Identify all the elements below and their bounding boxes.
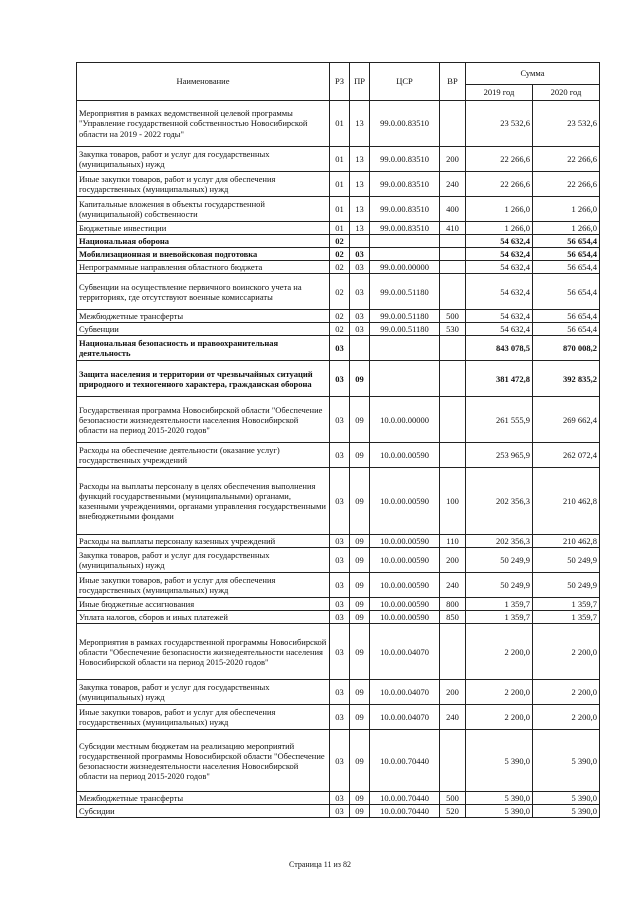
row-name: Национальная безопасность и правоохранительная деятельность	[77, 336, 330, 361]
row-sum-2019: 202 356,3	[466, 468, 533, 535]
row-name: Субвенции	[77, 323, 330, 336]
row-csr: 99.0.00.83510	[370, 197, 440, 222]
row-vr	[440, 261, 466, 274]
row-csr: 99.0.00.51180	[370, 274, 440, 310]
row-csr: 99.0.00.51180	[370, 310, 440, 323]
row-csr: 99.0.00.83510	[370, 172, 440, 197]
table-row	[77, 548, 600, 573]
row-pr: 09	[350, 730, 370, 792]
table-row	[77, 361, 600, 397]
table-row	[77, 598, 600, 611]
row-name: Мобилизационная и вневойсковая подготовка	[77, 248, 330, 261]
row-sum-2020: 5 390,0	[533, 805, 600, 818]
row-pr: 09	[350, 611, 370, 624]
table-row	[77, 535, 600, 548]
row-sum-2019: 202 356,3	[466, 535, 533, 548]
row-sum-2019: 54 632,4	[466, 248, 533, 261]
table-row	[77, 336, 600, 361]
row-sum-2019: 54 632,4	[466, 235, 533, 248]
table-row	[77, 397, 600, 443]
row-vr: 500	[440, 792, 466, 805]
row-sum-2020: 2 200,0	[533, 624, 600, 680]
row-csr: 10.0.00.00590	[370, 611, 440, 624]
row-pr: 09	[350, 805, 370, 818]
row-sum-2019: 23 532,6	[466, 101, 533, 147]
row-rz: 02	[330, 274, 350, 310]
row-vr	[440, 361, 466, 397]
row-sum-2020: 870 008,2	[533, 336, 600, 361]
budget-table	[76, 62, 600, 818]
row-vr: 240	[440, 172, 466, 197]
row-rz: 03	[330, 336, 350, 361]
row-pr: 13	[350, 172, 370, 197]
row-sum-2019: 54 632,4	[466, 310, 533, 323]
row-sum-2019: 1 359,7	[466, 611, 533, 624]
table-row	[77, 101, 600, 147]
row-sum-2019: 54 632,4	[466, 274, 533, 310]
table-row	[77, 274, 600, 310]
row-rz: 01	[330, 101, 350, 147]
row-sum-2019: 253 965,9	[466, 443, 533, 468]
row-rz: 03	[330, 680, 350, 705]
row-name: Межбюджетные трансферты	[77, 792, 330, 805]
row-sum-2020: 56 654,4	[533, 248, 600, 261]
row-sum-2020: 23 532,6	[533, 101, 600, 147]
row-sum-2019: 22 266,6	[466, 172, 533, 197]
row-rz: 03	[330, 573, 350, 598]
row-sum-2020: 56 654,4	[533, 235, 600, 248]
row-sum-2020: 22 266,6	[533, 172, 600, 197]
row-sum-2020: 392 835,2	[533, 361, 600, 397]
row-name: Иные закупки товаров, работ и услуг для обеспечения государственных (муниципальных) нужд	[77, 172, 330, 197]
row-rz: 03	[330, 805, 350, 818]
row-sum-2019: 843 078,5	[466, 336, 533, 361]
row-sum-2020: 56 654,4	[533, 261, 600, 274]
row-name: Расходы на выплаты персоналу в целях обеспечения выполнения функций государственными (муниципальными) органами, казенными учреждениями, органами управления государственными внебюджетными фондами	[77, 468, 330, 535]
row-name: Расходы на выплаты персоналу казенных учреждений	[77, 535, 330, 548]
row-pr: 09	[350, 361, 370, 397]
row-sum-2020: 56 654,4	[533, 310, 600, 323]
table-row	[77, 235, 600, 248]
row-sum-2020: 1 359,7	[533, 598, 600, 611]
row-sum-2020: 1 359,7	[533, 611, 600, 624]
row-csr: 99.0.00.83510	[370, 101, 440, 147]
row-pr: 09	[350, 598, 370, 611]
row-vr	[440, 248, 466, 261]
row-name: Непрограммные направления областного бюджета	[77, 261, 330, 274]
row-pr: 09	[350, 705, 370, 730]
row-name: Защита населения и территории от чрезвычайных ситуаций природного и техногенного характера, гражданская оборона	[77, 361, 330, 397]
row-sum-2019: 5 390,0	[466, 805, 533, 818]
row-sum-2019: 5 390,0	[466, 730, 533, 792]
row-csr: 99.0.00.83510	[370, 222, 440, 235]
row-rz: 03	[330, 535, 350, 548]
row-csr: 10.0.00.04070	[370, 680, 440, 705]
row-name: Закупка товаров, работ и услуг для государственных (муниципальных) нужд	[77, 147, 330, 172]
row-sum-2020: 22 266,6	[533, 147, 600, 172]
row-pr: 13	[350, 147, 370, 172]
row-rz: 01	[330, 147, 350, 172]
row-csr: 10.0.00.00000	[370, 397, 440, 443]
row-sum-2020: 56 654,4	[533, 274, 600, 310]
row-csr: 99.0.00.00000	[370, 261, 440, 274]
row-pr: 03	[350, 248, 370, 261]
row-name: Иные закупки товаров, работ и услуг для обеспечения государственных (муниципальных) нужд	[77, 573, 330, 598]
header-2020: 2020 год	[533, 85, 600, 101]
row-sum-2019: 2 200,0	[466, 705, 533, 730]
row-rz: 02	[330, 323, 350, 336]
row-sum-2019: 1 359,7	[466, 598, 533, 611]
row-sum-2020: 5 390,0	[533, 792, 600, 805]
row-pr: 09	[350, 468, 370, 535]
row-rz: 03	[330, 598, 350, 611]
row-rz: 02	[330, 248, 350, 261]
row-sum-2020: 50 249,9	[533, 548, 600, 573]
row-sum-2019: 381 472,8	[466, 361, 533, 397]
row-sum-2020: 210 462,8	[533, 468, 600, 535]
row-pr: 03	[350, 274, 370, 310]
row-name: Закупка товаров, работ и услуг для государственных (муниципальных) нужд	[77, 548, 330, 573]
row-name: Субсидии	[77, 805, 330, 818]
row-rz: 01	[330, 172, 350, 197]
row-rz: 03	[330, 624, 350, 680]
row-name: Расходы на обеспечение деятельности (оказание услуг) государственных учреждений	[77, 443, 330, 468]
table-body	[77, 101, 600, 818]
row-csr: 10.0.00.00590	[370, 535, 440, 548]
row-pr: 09	[350, 624, 370, 680]
row-vr: 530	[440, 323, 466, 336]
header-rz: РЗ	[330, 63, 350, 101]
table-row	[77, 573, 600, 598]
row-vr	[440, 624, 466, 680]
row-vr	[440, 235, 466, 248]
row-vr: 240	[440, 705, 466, 730]
table-row	[77, 323, 600, 336]
row-pr: 13	[350, 101, 370, 147]
table-row	[77, 172, 600, 197]
row-name: Субвенции на осуществление первичного воинского учета на территориях, где отсутствуют военные комиссариаты	[77, 274, 330, 310]
table-row	[77, 805, 600, 818]
row-vr	[440, 101, 466, 147]
page-number: Страница 11 из 82	[289, 860, 351, 869]
row-pr: 09	[350, 680, 370, 705]
row-csr: 99.0.00.51180	[370, 323, 440, 336]
row-sum-2020: 2 200,0	[533, 680, 600, 705]
row-rz: 03	[330, 397, 350, 443]
row-pr: 09	[350, 443, 370, 468]
row-sum-2020: 269 662,4	[533, 397, 600, 443]
row-rz: 02	[330, 235, 350, 248]
row-csr: 10.0.00.00590	[370, 468, 440, 535]
row-vr: 400	[440, 197, 466, 222]
row-csr: 10.0.00.00590	[370, 573, 440, 598]
row-rz: 02	[330, 310, 350, 323]
row-rz: 03	[330, 792, 350, 805]
row-name: Уплата налогов, сборов и иных платежей	[77, 611, 330, 624]
row-pr	[350, 235, 370, 248]
row-vr	[440, 443, 466, 468]
row-rz: 03	[330, 361, 350, 397]
table-row	[77, 705, 600, 730]
row-vr: 240	[440, 573, 466, 598]
row-csr: 10.0.00.00590	[370, 443, 440, 468]
table-row	[77, 443, 600, 468]
row-sum-2020: 50 249,9	[533, 573, 600, 598]
row-rz: 01	[330, 197, 350, 222]
row-sum-2019: 1 266,0	[466, 197, 533, 222]
row-name: Бюджетные инвестиции	[77, 222, 330, 235]
table-row	[77, 222, 600, 235]
row-vr	[440, 336, 466, 361]
row-rz: 01	[330, 222, 350, 235]
header-csr: ЦСР	[370, 63, 440, 101]
row-pr: 03	[350, 261, 370, 274]
row-rz: 02	[330, 261, 350, 274]
row-vr: 200	[440, 680, 466, 705]
table-header	[77, 63, 600, 101]
row-csr	[370, 235, 440, 248]
table-row	[77, 147, 600, 172]
row-vr	[440, 274, 466, 310]
row-pr: 13	[350, 222, 370, 235]
row-sum-2020: 5 390,0	[533, 730, 600, 792]
row-vr	[440, 397, 466, 443]
table-row	[77, 248, 600, 261]
row-name: Иные бюджетные ассигнования	[77, 598, 330, 611]
row-pr: 03	[350, 323, 370, 336]
row-vr: 850	[440, 611, 466, 624]
row-rz: 03	[330, 730, 350, 792]
row-rz: 03	[330, 548, 350, 573]
row-csr	[370, 361, 440, 397]
row-sum-2020: 2 200,0	[533, 705, 600, 730]
row-rz: 03	[330, 705, 350, 730]
row-pr: 09	[350, 397, 370, 443]
row-csr: 10.0.00.00590	[370, 598, 440, 611]
row-vr	[440, 730, 466, 792]
row-pr: 09	[350, 792, 370, 805]
row-vr: 200	[440, 548, 466, 573]
row-csr: 10.0.00.04070	[370, 624, 440, 680]
row-sum-2019: 2 200,0	[466, 624, 533, 680]
row-name: Закупка товаров, работ и услуг для государственных (муниципальных) нужд	[77, 680, 330, 705]
row-rz: 03	[330, 611, 350, 624]
row-pr: 03	[350, 310, 370, 323]
row-sum-2020: 262 072,4	[533, 443, 600, 468]
header-2019: 2019 год	[466, 85, 533, 101]
header-vr: ВР	[440, 63, 466, 101]
row-vr: 410	[440, 222, 466, 235]
row-csr: 10.0.00.04070	[370, 705, 440, 730]
row-sum-2019: 2 200,0	[466, 680, 533, 705]
row-rz: 03	[330, 443, 350, 468]
header-sum: Сумма	[466, 63, 600, 85]
row-csr: 10.0.00.00590	[370, 548, 440, 573]
row-pr	[350, 336, 370, 361]
row-sum-2019: 22 266,6	[466, 147, 533, 172]
row-pr: 09	[350, 548, 370, 573]
row-sum-2020: 1 266,0	[533, 197, 600, 222]
table-row	[77, 730, 600, 792]
row-sum-2020: 56 654,4	[533, 323, 600, 336]
table-row	[77, 468, 600, 535]
row-name: Субсидии местным бюджетам на реализацию мероприятий государственной программы Новосибирской области "Обеспечение безопасности жизнедеятельности населения Новосибирской области на период 2015-2020 годов"	[77, 730, 330, 792]
row-name: Национальная оборона	[77, 235, 330, 248]
row-sum-2020: 1 266,0	[533, 222, 600, 235]
row-vr: 200	[440, 147, 466, 172]
row-csr: 10.0.00.70440	[370, 730, 440, 792]
row-sum-2019: 50 249,9	[466, 548, 533, 573]
row-sum-2019: 1 266,0	[466, 222, 533, 235]
row-csr: 99.0.00.83510	[370, 147, 440, 172]
row-csr	[370, 336, 440, 361]
table-row	[77, 624, 600, 680]
row-csr	[370, 248, 440, 261]
row-sum-2019: 54 632,4	[466, 261, 533, 274]
header-name: Наименование	[77, 63, 330, 101]
row-name: Мероприятия в рамках государственной программы Новосибирской области "Обеспечение безопасности жизнедеятельности населения Новосибирской области на период 2015-2020 годов"	[77, 624, 330, 680]
row-sum-2019: 54 632,4	[466, 323, 533, 336]
row-pr: 13	[350, 197, 370, 222]
row-vr: 110	[440, 535, 466, 548]
header-pr: ПР	[350, 63, 370, 101]
row-sum-2020: 210 462,8	[533, 535, 600, 548]
row-sum-2019: 5 390,0	[466, 792, 533, 805]
table-row	[77, 611, 600, 624]
row-csr: 10.0.00.70440	[370, 805, 440, 818]
row-name: Мероприятия в рамках ведомственной целевой программы "Управление государственной собственностью Новосибирской области на 2019 - 2022 годы"	[77, 101, 330, 147]
row-pr: 09	[350, 573, 370, 598]
row-sum-2019: 261 555,9	[466, 397, 533, 443]
row-pr: 09	[350, 535, 370, 548]
row-name: Межбюджетные трансферты	[77, 310, 330, 323]
row-sum-2019: 50 249,9	[466, 573, 533, 598]
row-vr: 100	[440, 468, 466, 535]
row-rz: 03	[330, 468, 350, 535]
row-csr: 10.0.00.70440	[370, 792, 440, 805]
row-name: Капитальные вложения в объекты государственной (муниципальной) собственности	[77, 197, 330, 222]
row-vr: 520	[440, 805, 466, 818]
table-row	[77, 680, 600, 705]
table-row	[77, 261, 600, 274]
table-row	[77, 792, 600, 805]
row-vr: 500	[440, 310, 466, 323]
row-name: Иные закупки товаров, работ и услуг для обеспечения государственных (муниципальных) нужд	[77, 705, 330, 730]
table-row	[77, 310, 600, 323]
table-row	[77, 197, 600, 222]
row-name: Государственная программа Новосибирской области "Обеспечение безопасности жизнедеятельности населения Новосибирской области на период 2015-2020 годов"	[77, 397, 330, 443]
row-vr: 800	[440, 598, 466, 611]
